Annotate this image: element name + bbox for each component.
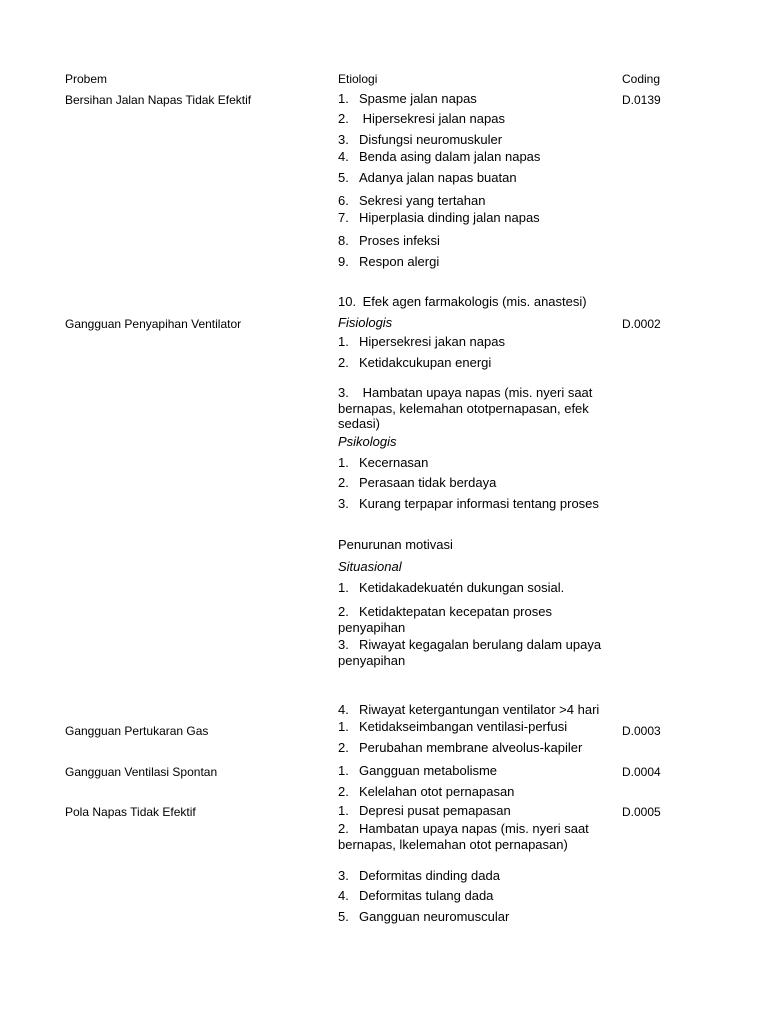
list-item xyxy=(338,637,601,653)
header-problem: Probem xyxy=(65,72,108,86)
motivation-text: Penurunan motivasi xyxy=(338,537,453,552)
list-item xyxy=(338,868,500,884)
item-number: 1. xyxy=(338,763,349,778)
item-number: 3. xyxy=(338,496,349,511)
item-number: 2. xyxy=(338,475,349,490)
wrapped-line: bernapas, lkelemahan otot pernapasan) xyxy=(338,837,568,852)
list-item xyxy=(338,604,552,620)
item-text: Perubahan membrane alveolus-kapiler xyxy=(359,740,583,755)
item-number: 5. xyxy=(338,170,349,185)
item-number: 1. xyxy=(338,455,349,470)
group-heading: Psikologis xyxy=(338,434,397,449)
header-coding: Coding xyxy=(622,72,661,86)
item-text: Hambatan upaya napas (mis. nyeri saat xyxy=(359,821,589,836)
problem-code: D.0139 xyxy=(622,93,661,107)
item-text: Disfungsi neuromuskuler xyxy=(359,132,503,147)
item-number: 1. xyxy=(338,719,349,734)
problem-title: Gangguan Pertukaran Gas xyxy=(65,724,209,738)
item-text: Riwayat ketergantungan ventilator >4 hari xyxy=(359,702,600,717)
item-text: Deformitas dinding dada xyxy=(359,868,500,883)
item-text: Deformitas tulang dada xyxy=(359,888,494,903)
problem-code: D.0004 xyxy=(622,765,661,779)
problem-title: Gangguan Ventilasi Spontan xyxy=(65,765,218,779)
list-item xyxy=(338,580,564,596)
item-text: Sekresi yang tertahan xyxy=(359,193,486,208)
list-item xyxy=(338,132,502,148)
item-text: Respon alergi xyxy=(359,254,440,269)
item-number: 2. xyxy=(338,111,349,126)
list-item xyxy=(338,803,511,819)
item-text: Gangguan neuromuscular xyxy=(359,909,510,924)
item-number: 7. xyxy=(338,210,349,225)
wrapped-line: penyapihan xyxy=(338,620,406,635)
item-text: Ketidakseimbangan ventilasi-perfusi xyxy=(359,719,568,734)
item-text: Hipersekresi jalan napas xyxy=(359,111,505,126)
problem-code: D.0005 xyxy=(622,805,661,819)
list-item xyxy=(338,170,517,186)
item-text: Hiperplasia dinding jalan napas xyxy=(359,210,540,225)
item-text: Proses infeksi xyxy=(359,233,440,248)
list-item xyxy=(338,91,477,107)
item-number: 9. xyxy=(338,254,349,269)
item-number: 4. xyxy=(338,149,349,164)
item-number: 1. xyxy=(338,580,349,595)
item-text: Gangguan metabolisme xyxy=(359,763,498,778)
item-number: 3. xyxy=(338,868,349,883)
list-item xyxy=(338,740,582,756)
item-number: 3. xyxy=(338,637,349,652)
list-item xyxy=(338,233,440,249)
list-item xyxy=(338,210,540,226)
list-item xyxy=(338,149,540,165)
wrapped-line: sedasi) xyxy=(338,416,380,431)
problem-title: Bersihan Jalan Napas Tidak Efektif xyxy=(65,93,252,107)
item-text: Adanya jalan napas buatan xyxy=(359,170,517,185)
list-item xyxy=(338,702,599,718)
item-text: Hipersekresi jakan napas xyxy=(359,334,505,349)
item-number: 4. xyxy=(338,888,349,903)
wrapped-line: bernapas, kelemahan ototpernapasan, efek xyxy=(338,401,589,416)
list-item xyxy=(338,475,496,491)
item-text: Efek agen farmakologis (mis. anastesi) xyxy=(359,294,587,309)
problem-code: D.0003 xyxy=(622,724,661,738)
list-item xyxy=(338,455,428,471)
list-item xyxy=(338,821,589,837)
header-etiology: Etiologi xyxy=(338,72,378,86)
item-text: Ketidaktepatan kecepatan proses xyxy=(359,604,552,619)
list-item xyxy=(338,385,592,401)
item-number: 2. xyxy=(338,604,349,619)
wrapped-line: penyapihan xyxy=(338,653,406,668)
list-item xyxy=(338,294,587,310)
list-item xyxy=(338,784,514,800)
item-number: 3. xyxy=(338,385,349,400)
item-number: 10. xyxy=(338,294,357,309)
list-item xyxy=(338,193,485,209)
item-number: 2. xyxy=(338,784,349,799)
list-item xyxy=(338,763,497,779)
list-item xyxy=(338,909,509,925)
problem-code: D.0002 xyxy=(622,317,661,331)
problem-title: Pola Napas Tidak Efektif xyxy=(65,805,196,819)
item-text: Kurang terpapar informasi tentang proses xyxy=(359,496,599,511)
item-number: 6. xyxy=(338,193,349,208)
list-item xyxy=(338,496,599,512)
item-text: Hambatan upaya napas (mis. nyeri saat xyxy=(359,385,593,400)
list-item xyxy=(338,254,439,270)
item-text: Benda asing dalam jalan napas xyxy=(359,149,541,164)
item-text: Ketidakadekuatén dukungan sosial. xyxy=(359,580,565,595)
item-text: Ketidakcukupan energi xyxy=(359,355,492,370)
item-number: 3. xyxy=(338,132,349,147)
item-number: 1. xyxy=(338,803,349,818)
list-item xyxy=(338,888,493,904)
item-number: 2. xyxy=(338,821,349,836)
item-text: Kecernasan xyxy=(359,455,429,470)
item-number: 8. xyxy=(338,233,349,248)
item-text: Spasme jalan napas xyxy=(359,91,477,106)
item-text: Riwayat kegagalan berulang dalam upaya xyxy=(359,637,602,652)
problem-title: Gangguan Penyapihan Ventilator xyxy=(65,317,242,331)
item-number: 2. xyxy=(338,355,349,370)
item-text: Perasaan tidak berdaya xyxy=(359,475,497,490)
list-item xyxy=(338,111,505,127)
group-heading: Fisiologis xyxy=(338,315,393,330)
list-item xyxy=(338,355,491,371)
group-heading: Situasional xyxy=(338,559,402,574)
item-number: 2. xyxy=(338,740,349,755)
list-item xyxy=(338,719,567,735)
item-number: 1. xyxy=(338,91,349,106)
list-item xyxy=(338,334,505,350)
item-text: Depresi pusat pemapasan xyxy=(359,803,511,818)
item-number: 1. xyxy=(338,334,349,349)
item-text: Kelelahan otot pernapasan xyxy=(359,784,515,799)
item-number: 4. xyxy=(338,702,349,717)
item-number: 5. xyxy=(338,909,349,924)
